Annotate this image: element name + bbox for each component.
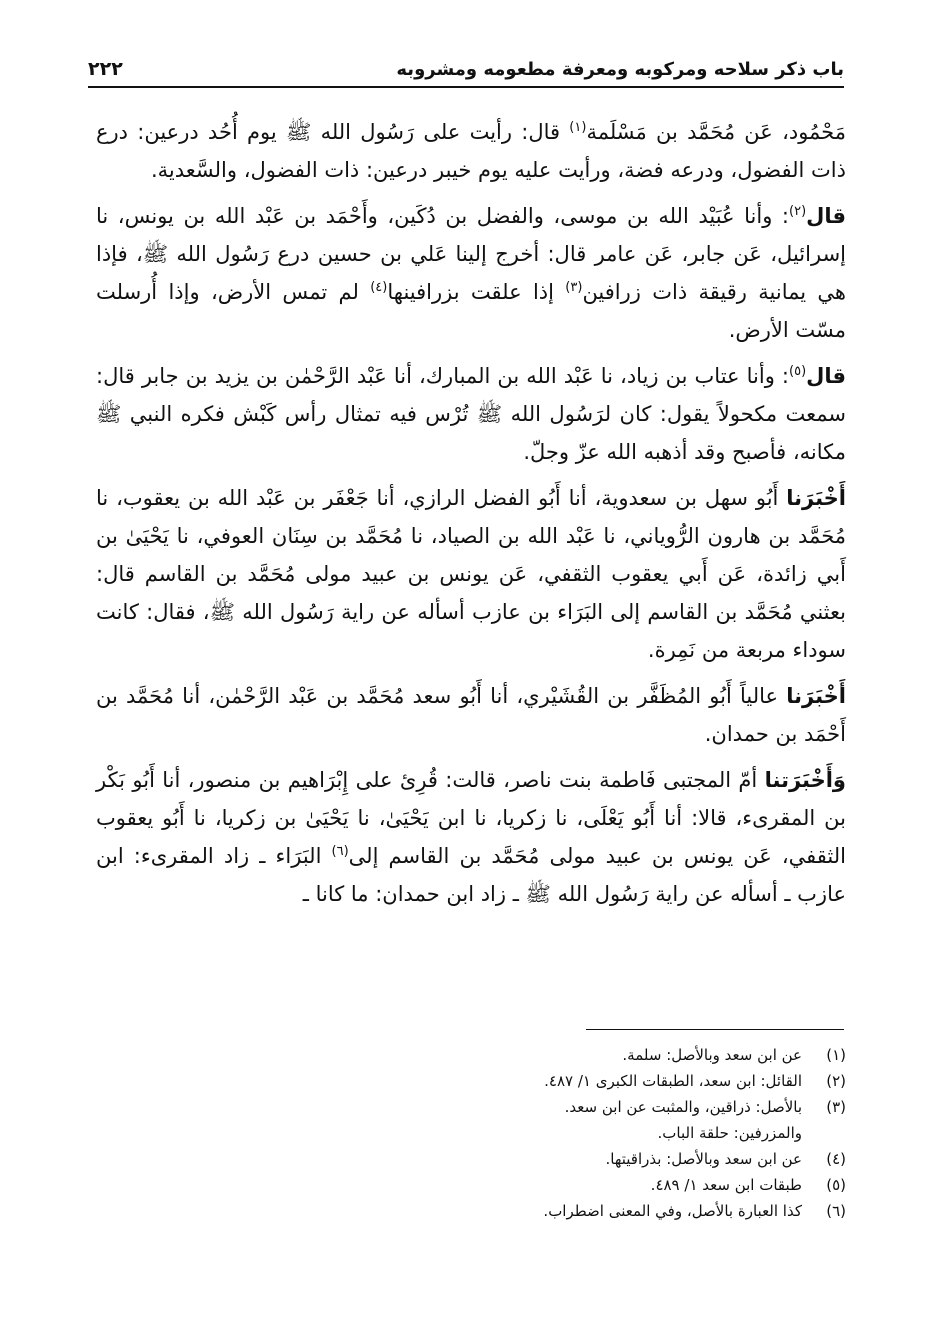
page-number: ٢٢٢ xyxy=(88,58,123,80)
footnote-divider xyxy=(586,1029,844,1030)
footnote-ref: (٣) xyxy=(565,280,583,295)
running-header xyxy=(88,52,844,88)
paragraph-text: أمّ المجتبى فَاطمة بنت ناصر، قالت: قُرِئ على إِبْرَاهيم بن منصور، أنا أَبُو بَكْر بن المقرىء، قالا: أنا أَبُو يَعْلَى، نا زكريا، نا ابن يَحْيَىٰ، نا يَحْيَىٰ بن زكريا، نا أَبُو يعقوب الثقفي، عَن يونس بن عبيد مولى مُحَمَّد بن القاسم إلى xyxy=(96,768,846,868)
paragraph-lead: قال xyxy=(806,364,846,388)
footnote-ref: (٦) xyxy=(331,844,349,859)
paragraph-text: لم تمس الأرض، وإذا أُرسلت مسّت الأرض. xyxy=(96,280,846,342)
chapter-title: باب ذكر سلاحه ومركوبه ومعرفة مطعومه ومشروبه xyxy=(396,58,844,80)
footnote-continuation: والمزرفين: حلقة الباب. xyxy=(657,1124,802,1142)
footnote-text: طبقات ابن سعد ١/ ٤٨٩. xyxy=(650,1176,802,1194)
paragraph xyxy=(96,677,846,753)
paragraph-text: إذا علقت بزرافينها xyxy=(387,280,566,304)
paragraph-text: : وأنا عتاب بن زياد، نا عَبْد الله بن المبارك، أنا عَبْد الرَّحْمٰن بن يزيد بن جابر قال: سمعت مكحولاً يقول: كان لرَسُول الله ﷺ تُرْس فيه تمثال رأس كَبْش فكره النبي ﷺ مكانه، فأصبح وقد أذهبه الله عزّ وجلّ. xyxy=(96,364,846,464)
paragraph-text: قال: رأيت على رَسُول الله ﷺ يوم أُحُد درعين: درع ذات الفضول، ودرعه فضة، ورأيت عليه يوم خيبر درعين: ذات الفضول، والسَّعدية. xyxy=(96,120,846,182)
paragraph-lead: أَخْبَرَنا xyxy=(786,486,846,510)
footnote-ref: (١) xyxy=(569,120,587,135)
footnote xyxy=(106,1068,846,1094)
main-text xyxy=(96,113,846,921)
footnote xyxy=(106,1042,846,1068)
footnotes xyxy=(106,1042,846,1224)
footnote-number: (٤) xyxy=(826,1150,846,1168)
footnote-text: القائل: ابن سعد، الطبقات الكبرى ١/ ٤٨٧. xyxy=(544,1072,802,1090)
footnote xyxy=(106,1198,846,1224)
footnote-text: عن ابن سعد وبالأصل: سلمة. xyxy=(622,1046,802,1064)
paragraph-text: أَبُو سهل بن سعدوية، أنا أَبُو الفضل الرازي، أنا جَعْفَر بن عَبْد الله بن يعقوب، نا مُحَمَّد بن هارون الرُّوياني، نا عَبْد الله بن الصياد، نا مُحَمَّد بن سِنَان العوفي، نا يَحْيَىٰ بن أَبي زائدة، عَن أَبي يعقوب الثقفي، عَن يونس بن عبيد مولى مُحَمَّد بن القاسم قال: بعثني مُحَمَّد بن القاسم إلى البَرَاء بن عازب أسأله عن راية رَسُول الله ﷺ، فقال: كانت سوداء مربعة من نَمِرة. xyxy=(96,486,846,662)
paragraph-lead: أَخْبَرَنا xyxy=(786,684,846,708)
footnote-ref: (٢) xyxy=(789,204,807,219)
paragraph-text: : وأنا عُبَيْد الله بن موسى، والفضل بن دُكَين، وأَحْمَد بن عَبْد الله بن يونس، نا إسرائيل، عَن جابر، عَن عامر قال: أخرج إلينا عَلي بن حسين درع رَسُول الله ﷺ، فإذا هي يمانية رقيقة ذات زرافين xyxy=(96,204,846,304)
paragraph-text: مَحْمُود، عَن مُحَمَّد بن مَسْلَمة xyxy=(586,120,846,144)
paragraph-lead: وَأَخْبَرَتنا xyxy=(764,768,846,792)
paragraph xyxy=(96,761,846,913)
footnote-number: (١) xyxy=(826,1046,846,1064)
footnote xyxy=(106,1094,846,1120)
footnote-ref: (٤) xyxy=(370,280,388,295)
paragraph xyxy=(96,479,846,669)
footnote-number: (٦) xyxy=(826,1202,846,1220)
footnote-number: (٣) xyxy=(826,1098,846,1116)
footnote-text: كذا العبارة بالأصل، وفي المعنى اضطراب. xyxy=(543,1202,802,1220)
footnote-ref: (٥) xyxy=(789,364,807,379)
paragraph-text: البَرَاء ـ زاد المقرىء: ابن عازب ـ أسأله عن راية رَسُول الله ﷺ ـ زاد ابن حمدان: ما كانا ـ xyxy=(96,844,846,906)
footnote xyxy=(106,1172,846,1198)
paragraph-lead: قال xyxy=(806,204,846,228)
footnote-number: (٥) xyxy=(826,1176,846,1194)
footnote xyxy=(106,1146,846,1172)
paragraph xyxy=(96,197,846,349)
paragraph xyxy=(96,113,846,189)
footnote-text: بالأصل: ذراقين، والمثبت عن ابن سعد. xyxy=(564,1098,802,1116)
paragraph xyxy=(96,357,846,471)
paragraph-text: عالياً أَبُو المُظَفَّر بن القُشَيْري، أنا أَبُو سعد مُحَمَّد بن عَبْد الرَّحْمٰن، أنا مُحَمَّد بن أَحْمَد بن حمدان. xyxy=(96,684,846,746)
footnote-number: (٢) xyxy=(826,1072,846,1090)
footnote-text: عن ابن سعد وبالأصل: بذراقيتها. xyxy=(605,1150,802,1168)
